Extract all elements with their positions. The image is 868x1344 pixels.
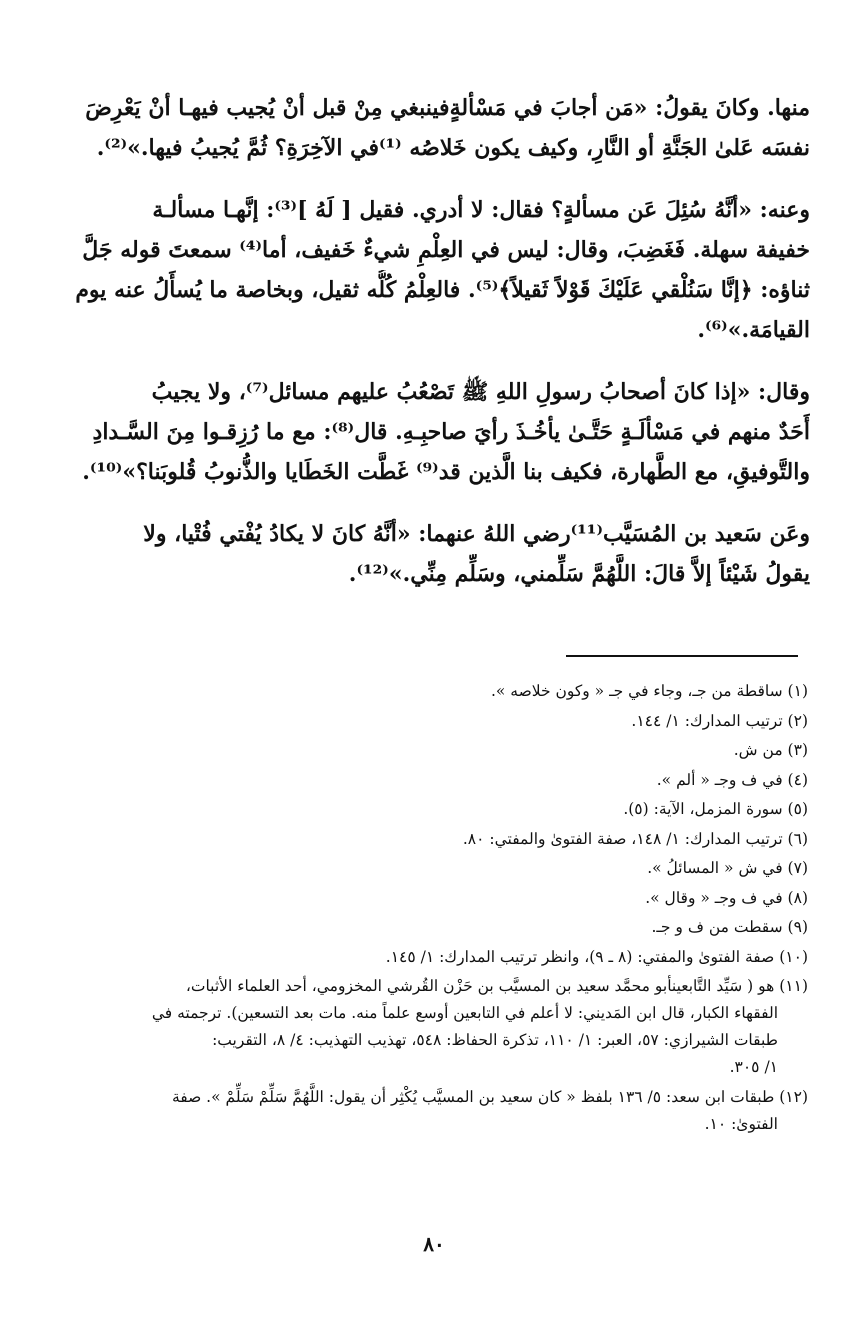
footnote-text: (١١) هو ( سَيِّد التَّابعينأبو محمَّد سعيد بن المسيَّب بن حَزْن القُرشي المخزومي، أحد العلماء الأثبات، (185, 977, 808, 995)
footnote-continuation: الفتوىٰ: ١٠. (704, 1114, 778, 1133)
footnote-text: (٣) من ش. (733, 741, 808, 759)
text-line: أَحَدٌ منهم في مَسْألَـةٍ حَتَّـىٰ يأخُـذَ رأيَ صاحبِـهِ. قال⁽⁸⁾: مع ما رُزِقـوا مِنَ السَّـدادِ (92, 419, 810, 445)
footnote (60, 796, 808, 823)
footnote-text: (١) ساقطة من جـ، وجاء في جـ « وكون خلاصه ». (490, 682, 808, 700)
footnotes (60, 678, 808, 1140)
footnote (60, 678, 808, 705)
footnote-text: (٨) في ف وجـ « وقال ». (645, 888, 808, 907)
footnote (60, 944, 808, 971)
footnote-divider (566, 655, 798, 657)
text-line: نفسَه عَلىٰ الجَنَّةِ أو النَّارِ، وكيف يكون خَلاصُه ⁽¹⁾في الآخِرَةِ؟ ثُمَّ يُجيبُ فيها.»⁽²⁾. (96, 135, 810, 161)
footnote (60, 737, 808, 764)
footnote (60, 973, 808, 1081)
paragraph (58, 88, 810, 168)
footnote (60, 1084, 808, 1138)
footnote-continuation: طبقات الشيرازي: ٥٧، العبر: ١/ ١١٠، تذكرة الحفاظ: ٥٤٨، تهذيب التهذيب: ٤/ ٨، التقريب: (212, 1031, 778, 1049)
text-line: وعنه: «أنَّهُ سُئِلَ عَن مسألةٍ؟ فقال: لا أدري. فقيل [ لَهُ ]⁽³⁾: إنَّهـا مسألـة (152, 197, 810, 223)
footnote-continuation: الفقهاء الكبار، قال ابن المَديني: لا أعلم في التابعين أوسع علماً منه. مات بعد التسعين). ترجمته في (151, 1004, 778, 1022)
footnote-text: (١٠) صفة الفتوىٰ والمفتي: (٨ ـ ٩)، وانظر ترتيب المدارك: ١/ ١٤٥. (385, 947, 808, 966)
footnote (60, 826, 808, 853)
footnote (60, 708, 808, 735)
footnote-text: (٢) ترتيب المدارك: ١/ ١٤٤. (631, 711, 808, 730)
footnote-continuation: ١/ ٣٠٥. (729, 1058, 778, 1076)
footnote-text: (٩) سقطت من ف و جـ. (651, 918, 808, 936)
paragraph (58, 514, 810, 594)
footnote (60, 855, 808, 882)
footnote-text: (٧) في ش « المسائلُ ». (647, 859, 808, 877)
footnote (60, 914, 808, 941)
footnote (60, 767, 808, 794)
text-line: وعَن سَعيد بن المُسَيَّب⁽¹¹⁾رضي اللهُ عنهما: «أنَّهُ كانَ لا يكادُ يُفْتي فُتْيا، ولا (143, 521, 810, 547)
footnote (60, 885, 808, 912)
paragraph (58, 190, 810, 350)
footnote-text: (٥) سورة المزمل، الآية: (٥). (623, 800, 808, 818)
footnote-text: (١٢) طبقات ابن سعد: ٥/ ١٣٦ بلفظ « كان سعيد بن المسيَّب يُكْثِر أن يقول: اللَّهُمَّ سَلِّمْ سَلِّمْ ». صفة (171, 1087, 808, 1106)
text-line: والتَّوفيقِ، مع الطَّهارة، فكيف بنا الَّذين قد⁽⁹⁾ غَطَّت الخَطَايا والذُّنوبُ قُلوبَنا؟»⁽¹⁰⁾. (82, 459, 810, 485)
page-number: ٨٠ (423, 1232, 445, 1256)
text-line: منها. وكانَ يقولُ: «مَن أجابَ في مَسْألةٍفينبغي مِنْ قبل أنْ يُجيب فيهـا أنْ يَعْرِضَ (85, 95, 810, 121)
text-line: ثناؤه: ﴿إنَّا سَنُلْقي عَلَيْكَ قَوْلاً ثَقيلاً﴾⁽⁵⁾. فالعِلْمُ كُلُّه ثقيل، وبخاصة ما يُسأَلُ عنه يوم (75, 277, 810, 303)
footnote-text: (٤) في ف وجـ « ألم ». (656, 770, 808, 789)
paragraph (58, 372, 810, 492)
main-text (58, 88, 810, 616)
text-line: وقال: «إذا كانَ أصحابُ رسولِ اللهِ ﷺ تَصْعُبُ عليهم مسائل⁽⁷⁾، ولا يجيبُ (151, 379, 810, 405)
text-line: يقولُ شَيْئاً إلاَّ قالَ: اللَّهُمَّ سَلِّمني، وسَلِّم مِنِّي.»⁽¹²⁾. (348, 561, 810, 587)
text-line: القيامَة.»⁽⁶⁾. (697, 317, 810, 343)
footnote-text: (٦) ترتيب المدارك: ١/ ١٤٨، صفة الفتوىٰ والمفتي: ٨٠. (462, 829, 808, 848)
text-line: خفيفة سهلة. فَغَضِبَ، وقال: ليس في العِلْمِ شيءٌ خَفيف، أما⁽⁴⁾ سمعتَ قوله جَلَّ (82, 237, 810, 263)
